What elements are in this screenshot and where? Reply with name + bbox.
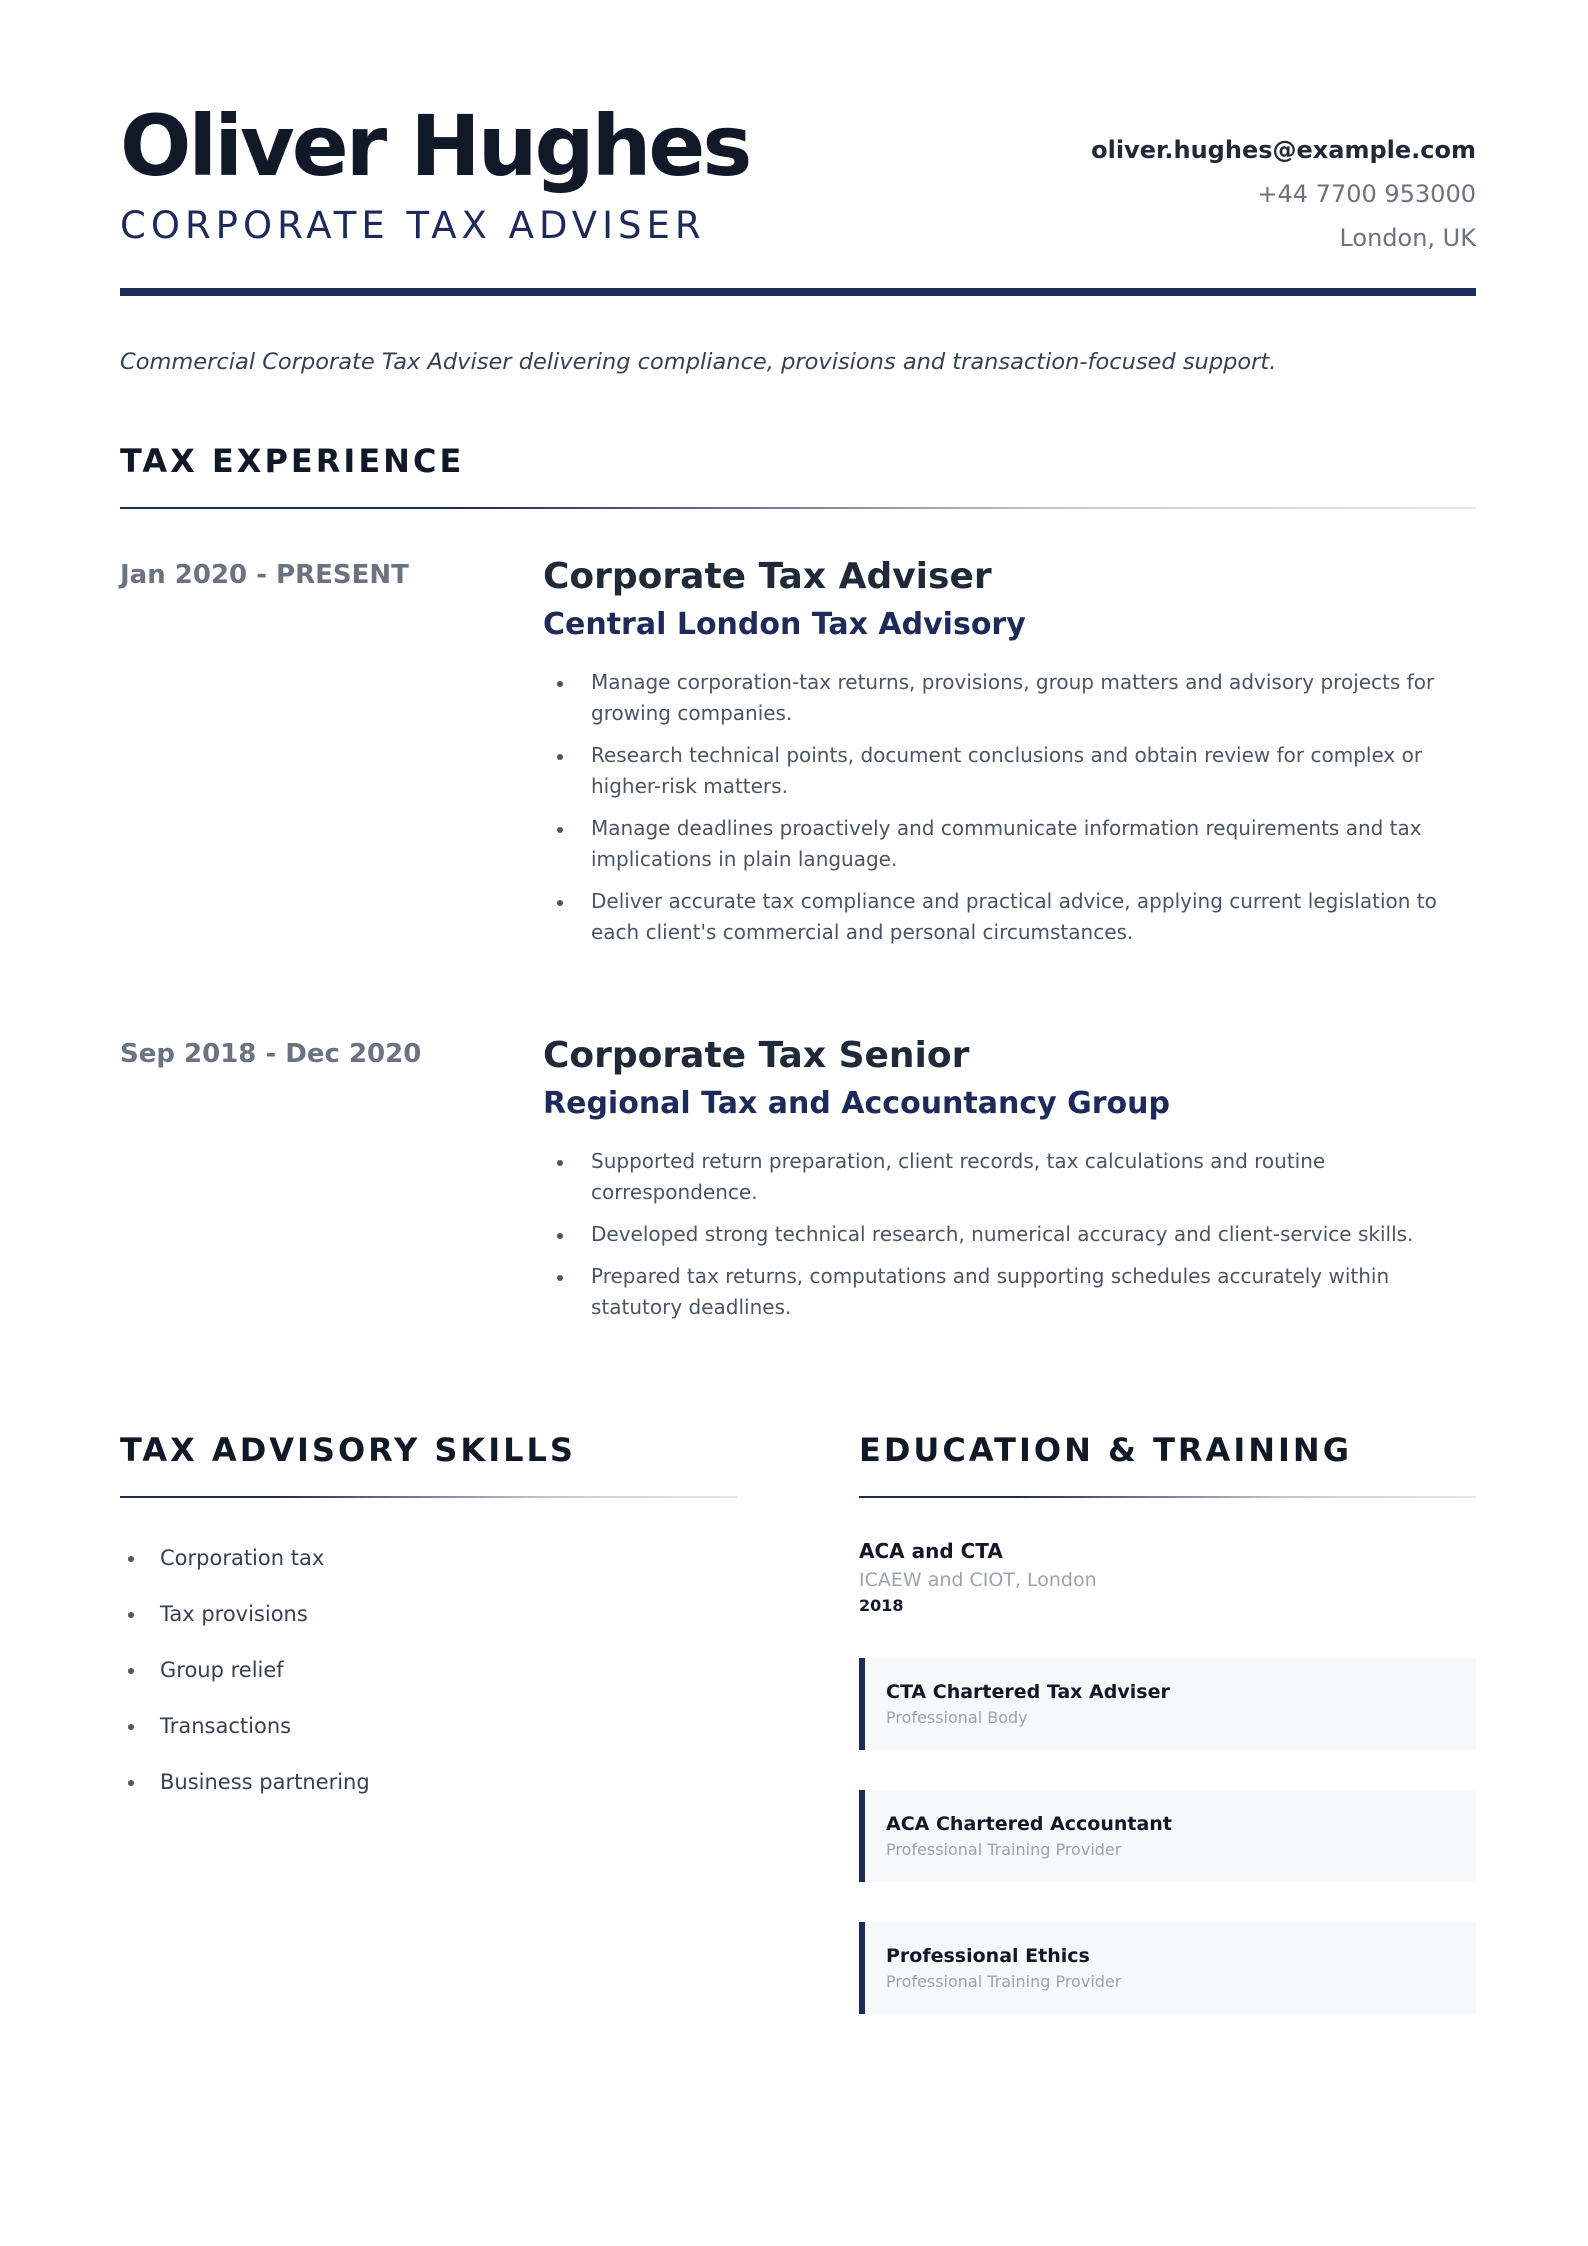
certification-name: CTA Chartered Tax Adviser	[886, 1681, 1170, 1703]
skill-item: Transactions	[120, 1698, 370, 1754]
profile-summary: Commercial Corporate Tax Adviser delivering compliance, provisions and transaction-focused support.	[120, 349, 1277, 375]
skill-item: Corporation tax	[120, 1530, 370, 1586]
skills-list	[120, 1530, 370, 1810]
skills-heading: TAX ADVISORY SKILLS	[120, 1431, 576, 1469]
contact-location: London, UK	[1339, 224, 1476, 252]
certification-name: Professional Ethics	[886, 1945, 1090, 1967]
resume-page	[120, 0, 1476, 2246]
certification-card	[859, 1790, 1476, 1882]
job-company: Central London Tax Advisory	[543, 607, 1026, 642]
certification-name: ACA Chartered Accountant	[886, 1813, 1172, 1835]
job-details	[543, 1034, 1476, 1334]
skill-item: Tax provisions	[120, 1586, 370, 1642]
job-dates: Jan 2020 - PRESENT	[120, 560, 409, 590]
contact-phone[interactable]: +44 7700 953000	[1257, 180, 1476, 208]
job-bullet: Manage corporation-tax returns, provisions, group matters and advisory projects for growing companies.	[543, 667, 1476, 729]
certification-card	[859, 1922, 1476, 2014]
header-divider	[120, 288, 1476, 296]
certification-issuer: Professional Training Provider	[886, 1840, 1122, 1859]
experience-heading: TAX EXPERIENCE	[120, 442, 465, 480]
skill-item: Group relief	[120, 1642, 370, 1698]
certification-issuer: Professional Body	[886, 1708, 1028, 1727]
job-details	[543, 555, 1476, 959]
education-divider	[859, 1496, 1476, 1498]
job-bullet: Supported return preparation, client records, tax calculations and routine correspondence.	[543, 1146, 1476, 1208]
education-heading: EDUCATION & TRAINING	[859, 1431, 1352, 1469]
candidate-name: Oliver Hughes	[120, 97, 750, 195]
job-bullets	[543, 667, 1476, 948]
job-bullets	[543, 1146, 1476, 1323]
job-bullet: Prepared tax returns, computations and supporting schedules accurately within statutory deadlines.	[543, 1261, 1476, 1323]
contact-block	[1091, 128, 1476, 260]
education-degree: ACA and CTA	[859, 1539, 1003, 1563]
job-bullet: Developed strong technical research, numerical accuracy and client-service skills.	[543, 1219, 1476, 1250]
contact-email[interactable]: oliver.hughes@example.com	[1091, 136, 1476, 164]
certification-card	[859, 1658, 1476, 1750]
job-bullet: Manage deadlines proactively and communicate information requirements and tax implications in plain language.	[543, 813, 1476, 875]
skills-divider	[120, 1496, 737, 1498]
skill-item: Business partnering	[120, 1754, 370, 1810]
job-company: Regional Tax and Accountancy Group	[543, 1086, 1170, 1121]
job-dates: Sep 2018 - Dec 2020	[120, 1039, 422, 1069]
experience-divider	[120, 507, 1476, 509]
job-bullet: Deliver accurate tax compliance and practical advice, applying current legislation to each client's commercial and personal circumstances.	[543, 886, 1476, 948]
job-title: Corporate Tax Senior	[543, 1035, 970, 1076]
resume-header	[120, 98, 1476, 250]
job-title: Corporate Tax Adviser	[543, 556, 992, 597]
education-institution: ICAEW and CIOT, London	[859, 1569, 1097, 1591]
job-bullet: Research technical points, document conclusions and obtain review for complex or higher-risk matters.	[543, 740, 1476, 802]
education-entry	[859, 1536, 1476, 1618]
candidate-title: CORPORATE TAX ADVISER	[120, 204, 706, 247]
education-year: 2018	[859, 1596, 904, 1615]
certification-issuer: Professional Training Provider	[886, 1972, 1122, 1991]
